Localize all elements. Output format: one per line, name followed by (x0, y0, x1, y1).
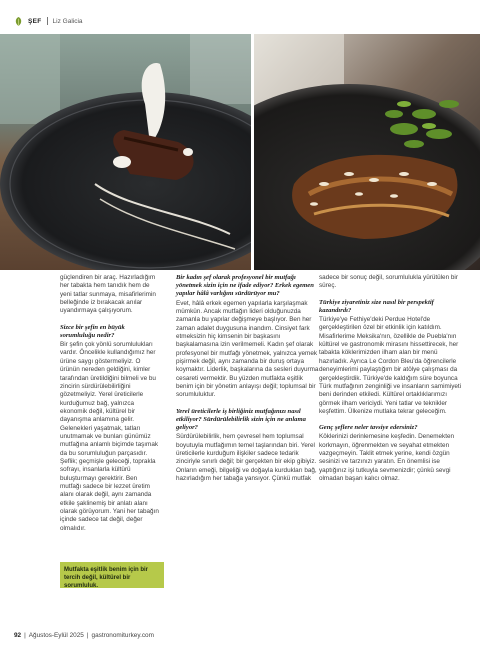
main-dish-photo (254, 34, 480, 270)
footer-divider: | (24, 632, 26, 639)
footer-divider: | (86, 632, 89, 639)
interview-answer: Köklerinizi derinlemesine keşfedin. Denemekten korkmayın, öğrenmekten ve seyahat etmekten vazgeçmeyin. Taklit etmek yerine, kendi özgün sesinizi ve tarzınızı yaratın. En önemlisi ise yaptığınız işi tutkuyla sevmenizdir; çünkü sevgi olmadan başarı kalıcı olmaz. (319, 433, 455, 483)
page-header (14, 14, 83, 28)
interview-question: Sizce bir şefin en büyük sorumluluğu nedir? (60, 323, 125, 339)
paragraph: güçlendiren bir araç. Hazırladığım her tabakta hem tanıdık hem de yeni tatlar sunmaya, misafirlerimin belleğinde iz bırakacak anılar uyandırmaya çalışıyorum. (60, 274, 156, 315)
issue-date: Ağustos-Eylül 2025 (28, 632, 84, 639)
article-column-2 (176, 274, 321, 483)
interview-answer: Türkiye'ye Fethiye'deki Perdue Hotel'de gerçekleştirilen özel bir etkinlik için katıldım. Misafirlerime Meksika'nın, özellikle de Puebla'nın kültürel ve gastronomik mirasını hissettirecek, her tabakta köklerimizden ilham alan bir menü hazırladık. Ayrıca Le Cordon Bleu'da öğrencilerle deneyimlerimi paylaştığım bir atölye çalışması da gerçekleştirdik. Türkiye'de kaldığım süre boyunca Türk mutfağının zenginliği ve insanların samimiyeti beni derinden etkiledi. Kültürel ortaklıklarımızı görmek ilham vericiydi. Yeni tatlar ve teknikler keşfettim. Ülkenize mutlaka tekrar geleceğim. (319, 316, 462, 415)
page-footer (14, 632, 154, 639)
article-column-3 (319, 274, 467, 483)
leaf-logo-icon (14, 16, 23, 27)
website-link[interactable]: gastronomiturkey.com (91, 632, 154, 639)
interview-question: Türkiye ziyaretiniz size nasıl bir perspektif kazandırdı? (319, 298, 434, 314)
article-column-1 (60, 274, 160, 533)
dessert-photo (0, 34, 251, 270)
dessert-plate-image (0, 34, 251, 270)
paragraph: sadece bir sonuç değil, sorumlulukla yürütülen bir süreç. (319, 274, 458, 290)
section-name: ŞEF (28, 17, 42, 25)
interview-answer: Evet, hâlâ erkek egemen yapılarla karşılaşmak mümkün. Ancak mutfağın lideri olduğunuzda zamanla bu yapılar değişmeye başlıyor. Ben her zaman adalet duygusuna inandım. Cinsiyet fark etmeksizin hiç kimsenin bir başkasını başkalamasına izin verilmemeli. Kadın şef olarak profesyonel bir mutfağı yönetmek, yalnızca yemek pişirmek değil, aynı zamanda bir duruş ortaya koymaktır. Liderlik, başkalarına da sesleri duyurma cesareti vermektir. Bu yüzden mutfakta eşitlik benim için bir yönetim anlayışı değil; toplumsal bir sorumluluktur. (176, 299, 319, 399)
header-divider (47, 17, 48, 25)
author-name: Liz Galicia (52, 17, 83, 25)
page-number: 92 (14, 632, 22, 639)
interview-question: Yerel üreticilerle iş birliğiniz mutfağınızı nasıl etkiliyor? Sürdürülebilirlik sizin için ne anlama geliyor? (176, 407, 306, 432)
interview-answer: Bir şefin çok yönlü sorumlulukları vardır. Öncelikle kullandığımız her ürüne saygı göstermeliyiz. O ürünün nereden geldiğini, kimler tarafından üretildiğini bilmeli ve bu zincirin sürdürülebilirliğini gözetmeliyiz. Yerel üreticilerle kurduğumuz bağ, yalnızca ekonomik değil, kültürel bir dayanışma anlamına gelir. Gelenekleri yaşatmak, tatları unutmamak ve bunları günümüz mutfağına anlamlı biçimde taşımak da bu sorumluluğun parçasıdır. Şeflik; geçmişle geleceği, toprakla sofrayı, insanlarla kültürü buluşturmayı gerektirir. Ben mutfağı sadece bir lezzet üretim alanı olarak değil, aynı zamanda etkile şaklinemiş bir anlatı alanı olarak görüyorum. Yani her tabağın içinde sadece tat değil, değer olmalıdır. (60, 341, 159, 532)
interview-question: Bir kadın şef olarak profesyonel bir mutfağı yönetmek sizin için ne ifade ediyor? Erkek egemen yapılar hâlâ varlığını sürdürüyor mu? (176, 274, 314, 298)
interview-question: Genç şeflere neler tavsiye edersiniz? (319, 424, 418, 432)
pull-quote: Mutfakta eşitlik benim için bir tercih değil, kültürel bir sorumluluk. (60, 562, 164, 588)
interview-answer: Sürdürülebilirlik, hem çevresel hem toplumsal boyutuyla mutfağımın temel taşlarından biri. Yerel üreticilerle kurduğum ilişkiler sadece tedarik zinciriyle sınırlı değil; bir gerçekten bir ekip gibiyiz. Onların emeği, bilgeliği ve doğayla kurdukları bağ, hazırladığım her tabağa yansıyor. Çünkü mutfak (176, 433, 317, 483)
main-dish-plate-image (254, 34, 480, 270)
